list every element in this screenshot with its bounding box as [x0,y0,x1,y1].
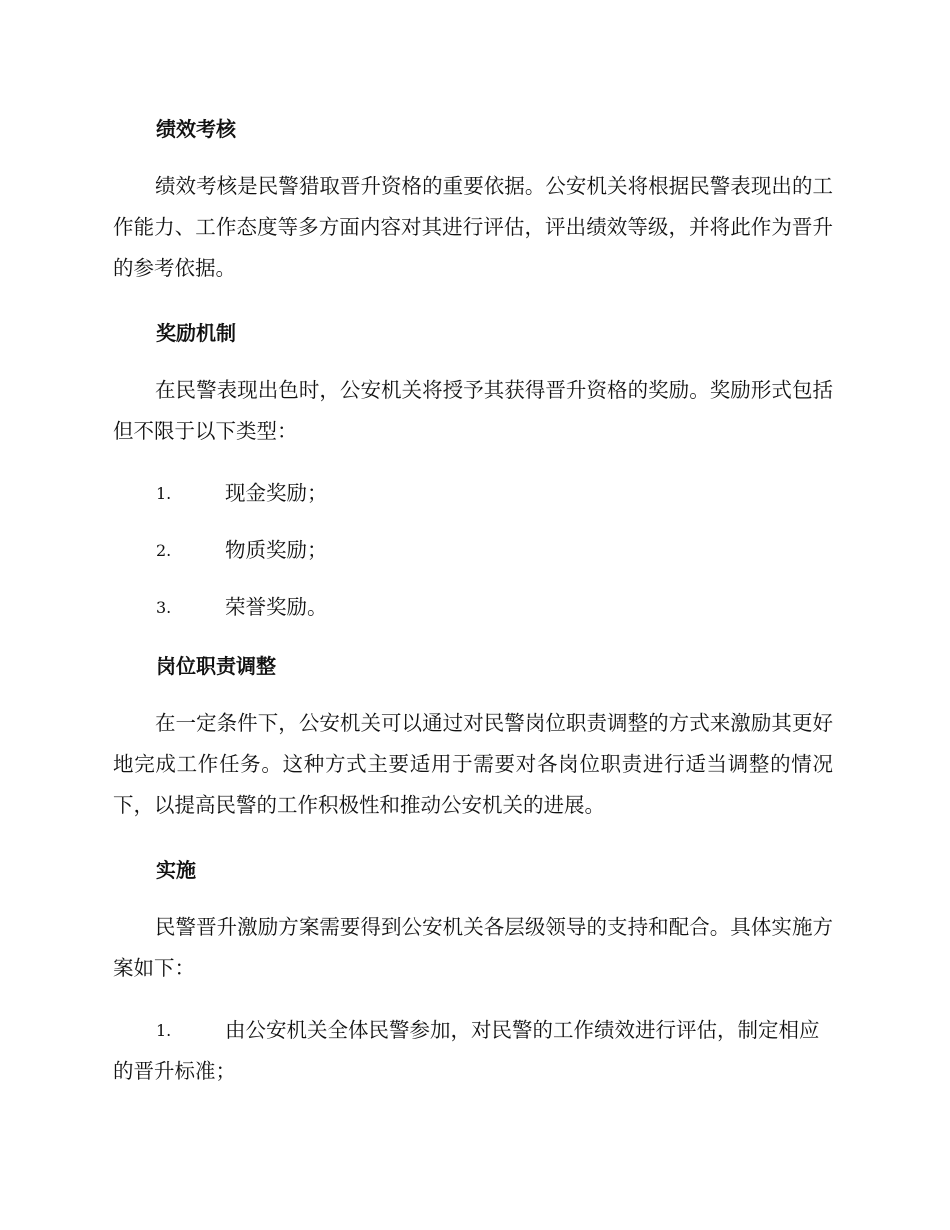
section-heading-performance: 绩效考核 [156,117,236,141]
list-item [113,1010,833,1092]
list-item [113,587,833,628]
section-heading-rewards: 奖励机制 [156,321,236,345]
list-item [113,530,833,571]
list-number: 2. [156,541,172,560]
list-number: 1. [156,484,172,503]
section-paragraph-rewards: 在民警表现出色时，公安机关将授予其获得晋升资格的奖励。奖励形式包括但不限于以下类型： [113,378,833,443]
list-text: 物质奖励； [225,538,328,562]
list-number: 1. [156,1021,172,1040]
list-text: 由公安机关全体民警参加，对民警的工作绩效进行评估，制定相应的晋升标准； [113,1018,820,1083]
section-paragraph-implementation: 民警晋升激励方案需要得到公安机关各层级领导的支持和配合。具体实施方案如下： [113,915,833,980]
section-paragraph-duty-adjustment: 在一定条件下，公安机关可以通过对民警岗位职责调整的方式来激励其更好地完成工作任务。这种方式主要适用于需要对各岗位职责进行适当调整的情况下，以提高民警的工作积极性和推动公安机关的进展。 [113,711,833,817]
list-number: 3. [156,598,172,617]
section-heading-duty-adjustment: 岗位职责调整 [156,654,276,678]
section-heading-implementation: 实施 [156,858,196,882]
list-item [113,473,833,514]
section-paragraph-performance: 绩效考核是民警猎取晋升资格的重要依据。公安机关将根据民警表现出的工作能力、工作态度等多方面内容对其进行评估，评出绩效等级，并将此作为晋升的参考依据。 [113,174,833,280]
list-text: 现金奖励； [225,481,328,505]
list-text: 荣誉奖励。 [225,595,328,619]
